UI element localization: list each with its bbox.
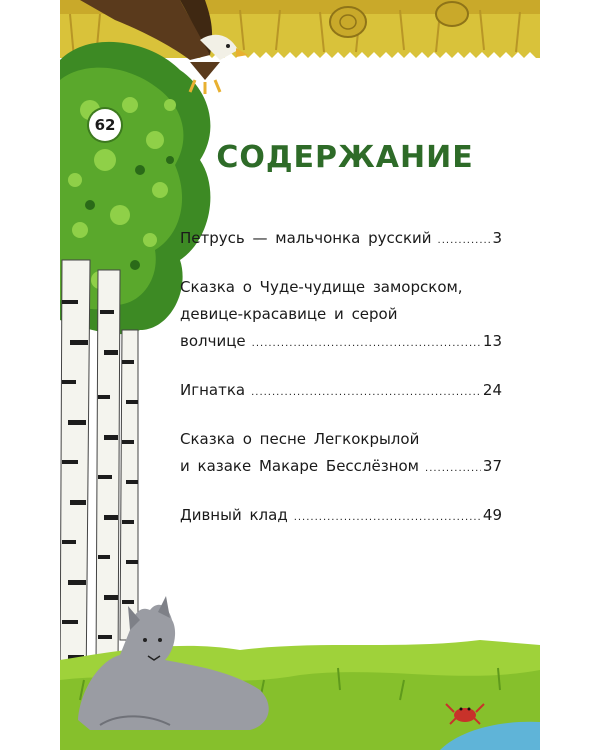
toc-entry[interactable] xyxy=(180,274,502,357)
page-number: 62 xyxy=(89,109,121,141)
toc-entry-row xyxy=(180,225,502,254)
toc-entry-title-line: Сказка о песне Легкокрылой xyxy=(180,430,420,448)
toc-entry-row xyxy=(180,502,502,531)
dot-leader xyxy=(438,227,491,254)
toc-entry-title: Петрусь — мальчонка русский xyxy=(180,229,432,247)
dot-leader xyxy=(251,379,481,406)
toc-entry-title: Игнатка xyxy=(180,381,246,399)
toc-entry-title: волчице xyxy=(180,332,246,350)
table-of-contents xyxy=(180,225,502,551)
dot-leader xyxy=(252,330,481,357)
page-title: СОДЕРЖАНИЕ xyxy=(216,140,474,175)
toc-entry-title-line: девице-красавице и серой xyxy=(180,305,398,323)
toc-entry-page-number: 13 xyxy=(482,332,502,350)
toc-entry[interactable] xyxy=(180,426,502,482)
toc-entry[interactable] xyxy=(180,225,502,254)
toc-entry-page-number: 49 xyxy=(482,506,502,524)
toc-entry-title-line: Сказка о Чуде-чудище заморском, xyxy=(180,278,463,296)
dot-leader xyxy=(294,504,481,531)
toc-entry-title: Дивный клад xyxy=(180,506,288,524)
book-page xyxy=(60,0,540,750)
hay-bale-icon xyxy=(436,2,468,26)
toc-entry-title: и казаке Макаре Бесслёзном xyxy=(180,457,420,475)
hay-bale-icon xyxy=(330,7,366,37)
dot-leader xyxy=(425,455,481,482)
toc-entry-row xyxy=(180,453,502,482)
toc-entry[interactable] xyxy=(180,377,502,406)
toc-entry-row xyxy=(180,377,502,406)
toc-entry-page-number: 3 xyxy=(492,229,502,247)
toc-entry[interactable] xyxy=(180,502,502,531)
toc-entry-page-number: 37 xyxy=(482,457,502,475)
toc-entry-row xyxy=(180,328,502,357)
toc-entry-page-number: 24 xyxy=(482,381,502,399)
